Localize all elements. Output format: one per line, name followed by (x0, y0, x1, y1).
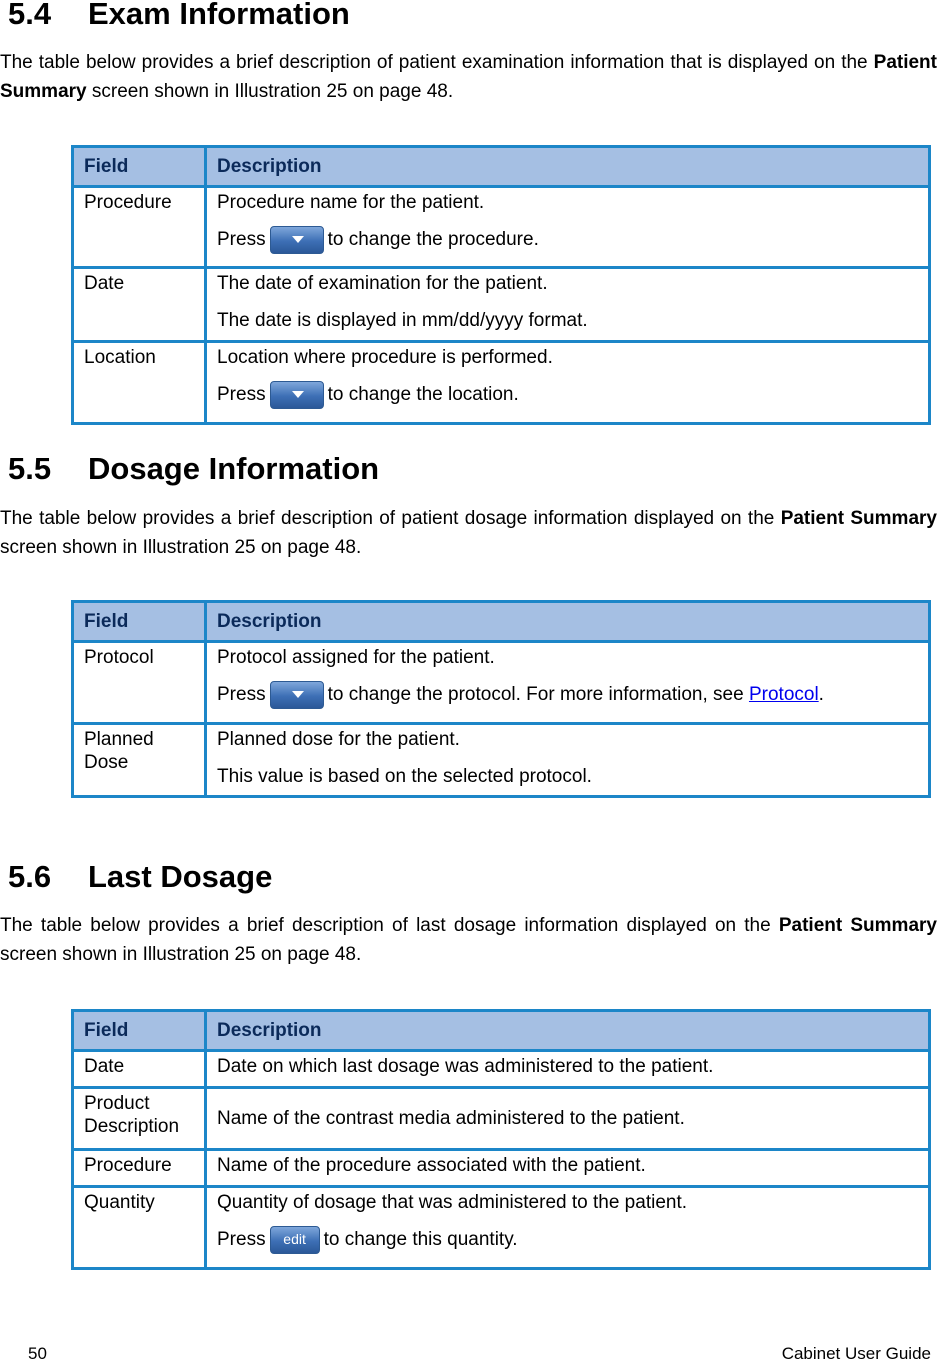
press-line (217, 1226, 918, 1254)
dropdown-arrow-button-icon[interactable] (270, 681, 324, 709)
intro-text: The table below provides a brief description of patient dosage information displayed on the (0, 508, 781, 529)
field-cell: Date (73, 1051, 206, 1088)
field-cell: Procedure (73, 1150, 206, 1187)
field-line: Planned (84, 729, 154, 750)
header-field: Field (73, 602, 206, 642)
description-cell: Name of the contrast media administered to the patient. (206, 1088, 930, 1150)
description-line: Location where procedure is performed. (217, 347, 553, 368)
table-row (73, 1088, 930, 1150)
description-line: Quantity of dosage that was administered to the patient. (217, 1192, 688, 1213)
description-cell (206, 268, 930, 342)
description-cell (206, 724, 930, 797)
intro-bold: Patient Summary (0, 52, 937, 102)
press-label: Press (217, 229, 266, 251)
field-cell: Protocol (73, 642, 206, 724)
description-line: Procedure name for the patient. (217, 192, 485, 213)
dropdown-arrow-button-icon[interactable] (270, 226, 324, 254)
description-line: The date of examination for the patient. (217, 273, 548, 294)
description-cell (206, 642, 930, 724)
dosage-info-table (71, 600, 931, 798)
press-after: to change the location. (327, 384, 519, 406)
field-cell: Location (73, 342, 206, 424)
page-number: 50 (28, 1344, 47, 1363)
description-cell (206, 187, 930, 268)
description-cell: Date on which last dosage was administered to the patient. (206, 1051, 930, 1088)
field-cell: Quantity (73, 1187, 206, 1269)
section-title: Last Dosage (88, 859, 273, 894)
table-row (73, 724, 930, 797)
exam-info-table (71, 145, 931, 425)
description-line: This value is based on the selected protocol. (217, 766, 592, 787)
table-header-row (73, 1011, 930, 1051)
header-description: Description (206, 1011, 930, 1051)
section-intro (0, 911, 937, 969)
section-title: Exam Information (88, 0, 350, 31)
table-row (73, 1187, 930, 1269)
header-field: Field (73, 147, 206, 187)
field-cell (73, 724, 206, 797)
press-after: to change the protocol. For more information, see (327, 684, 749, 706)
section-title: Dosage Information (88, 451, 380, 486)
table-header-row (73, 147, 930, 187)
press-label: Press (217, 1229, 266, 1251)
press-line (217, 681, 918, 709)
header-field: Field (73, 1011, 206, 1051)
header-description: Description (206, 602, 930, 642)
press-line (217, 226, 918, 254)
header-description: Description (206, 147, 930, 187)
table-row (73, 1051, 930, 1088)
table-row (73, 1150, 930, 1187)
table-row (73, 642, 930, 724)
section-heading-5-4 (8, 0, 350, 32)
intro-text: The table below provides a brief description of patient examination information that is displayed on the (0, 52, 874, 73)
edit-button-icon[interactable]: edit (270, 1226, 320, 1254)
press-after: to change this quantity. (323, 1229, 518, 1251)
press-line (217, 381, 918, 409)
protocol-link[interactable]: Protocol (748, 684, 819, 706)
press-label: Press (217, 384, 266, 406)
section-intro (0, 504, 937, 562)
field-line: Dose (84, 752, 129, 773)
intro-bold: Patient Summary (778, 915, 937, 936)
section-heading-5-5 (8, 451, 379, 487)
intro-text: The table below provides a brief description of last dosage information displayed on the (0, 915, 779, 936)
description-cell (206, 342, 930, 424)
dropdown-arrow-button-icon[interactable] (270, 381, 324, 409)
table-row (73, 187, 930, 268)
section-number: 5.4 (8, 0, 52, 31)
section-number: 5.6 (8, 859, 52, 894)
intro-text-end: screen shown in Illustration 25 on page 48. (0, 944, 362, 965)
document-title: Cabinet User Guide (781, 1344, 931, 1363)
last-dosage-table (71, 1009, 931, 1270)
description-line: The date is displayed in mm/dd/yyyy format. (217, 310, 588, 331)
description-cell (206, 1187, 930, 1269)
intro-text-end: screen shown in Illustration 25 on page 48. (86, 81, 454, 102)
description-line: Planned dose for the patient. (217, 729, 460, 750)
section-number: 5.5 (8, 451, 52, 486)
press-label: Press (217, 684, 266, 706)
table-row (73, 342, 930, 424)
table-row (73, 268, 930, 342)
section-heading-5-6 (8, 859, 272, 895)
field-line: Product (84, 1093, 150, 1114)
intro-text-end: screen shown in Illustration 25 on page 48. (0, 537, 362, 558)
press-after: to change the procedure. (327, 229, 539, 251)
press-end: . (818, 684, 824, 706)
intro-bold: Patient Summary (780, 508, 937, 529)
section-intro (0, 48, 937, 106)
description-line: Protocol assigned for the patient. (217, 647, 495, 668)
field-cell: Date (73, 268, 206, 342)
field-cell: Procedure (73, 187, 206, 268)
table-header-row (73, 602, 930, 642)
field-line: Description (84, 1116, 180, 1137)
description-cell: Name of the procedure associated with the patient. (206, 1150, 930, 1187)
field-cell (73, 1088, 206, 1150)
